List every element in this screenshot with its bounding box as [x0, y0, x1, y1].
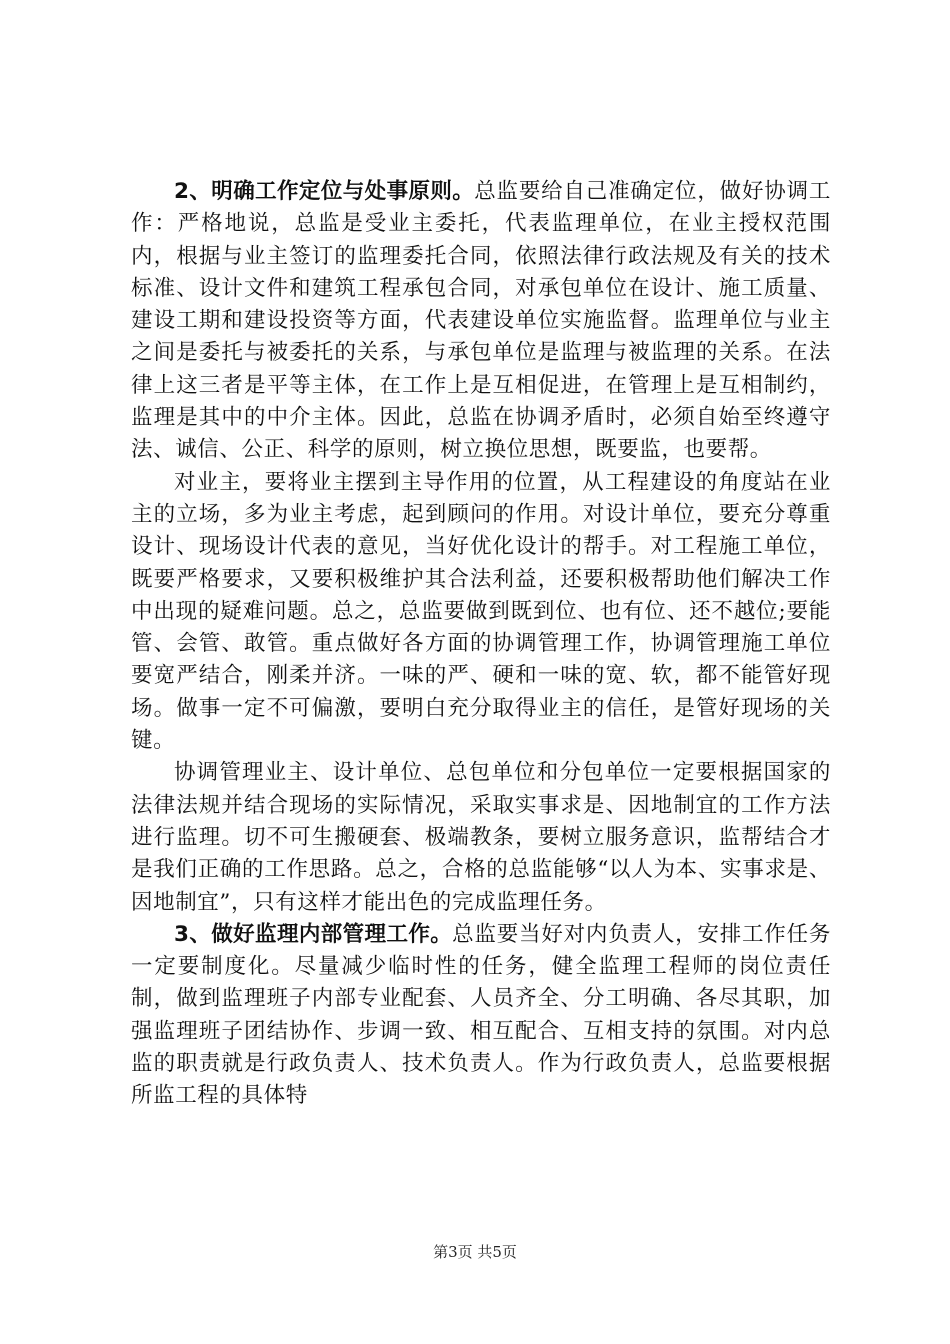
page-number-footer: 第3页 共5页 — [433, 1243, 517, 1261]
paragraph-text: 协调管理业主、设计单位、总包单位和分包单位一定要根据国家的法律法规并结合现场的实际情况，采取实事求是、因地制宜的工作方法进行监理。切不可生搬硬套、极端教条，要树立服务意识，监帮结合才是我们正确的工作思路。总之，合格的总监能够“以人为本、实事求是、因地制宜”，只有这样才能出色的完成监理任务。 — [131, 760, 831, 915]
paragraph-internal-management — [131, 919, 831, 1113]
paragraph-text: 总监要给自己准确定位，做好协调工作：严格地说，总监是受业主委托，代表监理单位，在业主授权范围内，根据与业主签订的监理委托合同，依照法律行政法规及有关的技术标准、设计文件和建筑工程承包合同，对承包单位在设计、施工质量、建设工期和建设投资等方面，代表建设单位实施监督。监理单位与业主之间是委托与被委托的关系，与承包单位是监理与被监理的关系。在法律上这三者是平等主体，在工作上是互相促进，在管理上是互相制约，监理是其中的中介主体。因此，总监在协调矛盾时，必须自始至终遵守法、诚信、公正、科学的原则，树立换位思想，既要监，也要帮。 — [131, 179, 831, 463]
paragraph-text: 总监要当好对内负责人，安排工作任务一定要制度化。尽量减少临时性的任务，健全监理工程师的岗位责任制，做到监理班子内部专业配套、人员齐全、分工明确、各尽其职，加强监理班子团结协作、步调一致、相互配合、互相支持的氛围。对内总监的职责就是行政负责人、技术负责人。作为行政负责人，总监要根据所监工程的具体特 — [131, 921, 832, 1109]
document-body — [131, 176, 831, 1113]
paragraph-coordination-method — [131, 757, 831, 918]
section-heading-3: 3、做好监理内部管理工作。 — [174, 921, 453, 947]
section-heading-2: 2、明确工作定位与处事原则。 — [174, 179, 475, 204]
paragraph-work-positioning — [131, 176, 831, 467]
paragraph-text: 对业主，要将业主摆到主导作用的位置，从工程建设的角度站在业主的立场，多为业主考虑，起到顾问的作用。对设计单位，要充分尊重设计、现场设计代表的意见，当好优化设计的帮手。对工程施工单位，既要严格要求，又要积极维护其合法利益，还要积极帮助他们解决工作中出现的疑难问题。总之，总监要做到既到位、也有位、还不越位;要能管、会管、敢管。重点做好各方面的协调管理工作，协调管理施工单位要宽严结合，刚柔并济。一味的严、硬和一味的宽、软，都不能管好现场。做事一定不可偏激，要明白充分取得业主的信任，是管好现场的关键。 — [131, 469, 831, 754]
paragraph-owner-relations — [131, 467, 831, 758]
